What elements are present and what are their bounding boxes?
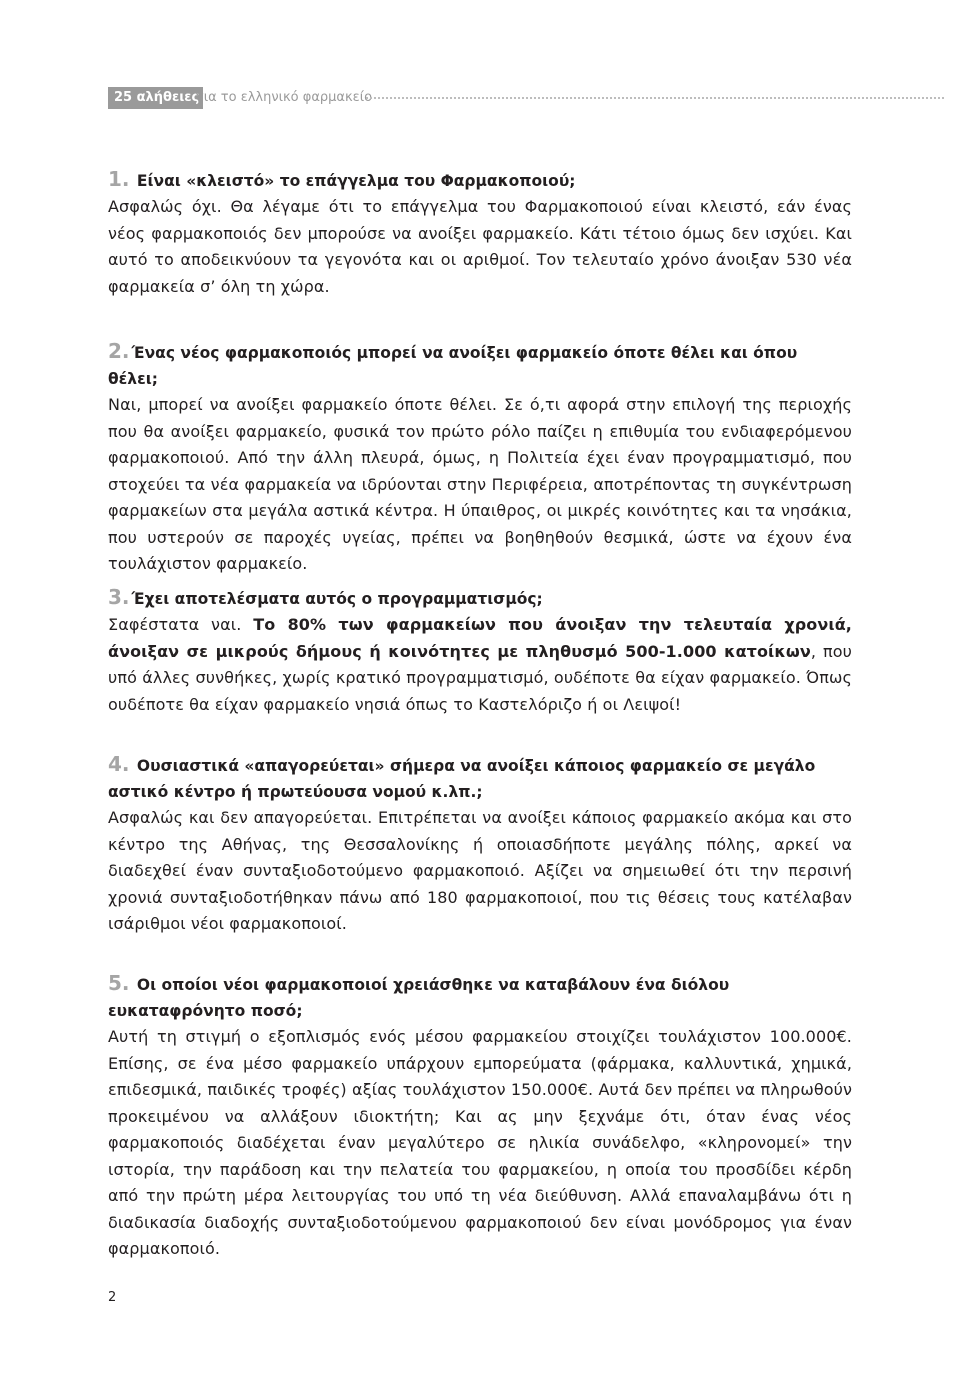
answer-intro: Σαφέστατα ναι. xyxy=(108,615,242,634)
question-3 xyxy=(108,584,852,612)
question-text: Ουσιαστικά «απαγορεύεται» σήμερα να ανοίξει κάποιος φαρμακείο σε μεγάλο αστικό κέντρο ή πρωτεύουσα νομού κ.λπ.; xyxy=(108,757,816,801)
question-number: 2. xyxy=(108,339,130,363)
section-2 xyxy=(108,338,852,578)
section-4 xyxy=(108,751,852,938)
question-1 xyxy=(108,166,852,194)
answer-4: Ασφαλώς και δεν απαγορεύεται. Επιτρέπεται να ανοίξει κάποιος φαρμακείο ακόμα και στο κέντρο της Αθήνας, της Θεσσαλονίκης ή οποιασδήποτε μεγάλης πόλης, αρκεί να διαδεχθεί έναν συνταξιοδοτούμενο φαρμακοποιό. Αξίζει να σημειωθεί ότι την περσινή χρονιά συνταξιοδοτήθηκαν πάνω από 180 φαρμακοποιοί, που τις θέσεις τους κατέλαβαν ισάριθμοι νέοι φαρμακοποιοί. xyxy=(108,808,852,933)
answer-rest: , που υπό άλλες συνθήκες, χωρίς κρατικό προγραμματισμό, ουδέποτε θα είχαν φαρμακείο. Όπως ουδέποτε θα είχαν φαρμακείο νησιά όπως το Καστελόριζο ή οι Λειψοί! xyxy=(108,641,852,714)
page-number: 2 xyxy=(108,1290,117,1305)
header-tag: 25 αλήθειες xyxy=(108,87,203,109)
answer-3 xyxy=(108,612,852,718)
answer-1: Ασφαλώς όχι. Θα λέγαμε ότι το επάγγελμα του Φαρμακοποιού είναι κλειστό, εάν ένας νέος φαρμακοποιός δεν μπορούσε να ανοίξει φαρμακείο. Κάτι τέτοιο όμως δεν ισχύει. Και αυτό το αποδεικνύουν τα γεγονότα και οι αριθμοί. Τον τελευταίο χρόνο άνοιξαν 530 νέα φαρμακεία σ’ όλη τη χώρα. xyxy=(108,197,852,296)
section-3 xyxy=(108,584,852,718)
header-dotted-rule xyxy=(366,97,944,99)
question-number: 3. xyxy=(108,585,130,609)
question-text: Ένας νέος φαρμακοποιός μπορεί να ανοίξει φαρμακείο όποτε θέλει και όπου θέλει; xyxy=(108,344,798,388)
question-text: Έχει αποτελέσματα αυτός ο προγραμματισμός; xyxy=(131,590,543,608)
header-subtitle: για το ελληνικό φαρμακείο xyxy=(196,90,373,105)
question-2 xyxy=(108,338,852,392)
section-5 xyxy=(108,970,852,1263)
question-5 xyxy=(108,970,852,1024)
running-header xyxy=(108,87,944,109)
question-number: 4. xyxy=(108,752,130,776)
question-text: Είναι «κλειστό» το επάγγελμα του Φαρμακοποιού; xyxy=(136,172,576,190)
question-4 xyxy=(108,751,852,805)
question-number: 5. xyxy=(108,971,130,995)
answer-5: Αυτή τη στιγμή ο εξοπλισμός ενός μέσου φαρμακείου στοιχίζει τουλάχιστον 100.000€. Επίσης, σε ένα μέσο φαρμακείο υπάρχουν εμπορεύματα (φάρμακα, καλλυντικά, χημικά, επιδεσμικά, παιδικές τροφές) αξίας τουλάχιστον 150.000€. Αυτά δεν πρέπει να πληρωθούν προκειμένου να αλλάξουν ιδιοκτήτη; Και ας μην ξεχνάμε ότι, όταν ένας νέος φαρμακοποιός διαδέχεται έναν μεγαλύτερο σε ηλικία συνάδελφο, «κληρονομεί» την ιστορία, την παράδοση και την πελατεία του φαρμακείου, η οποία του προσδίδει κέρδη από την πρώτη μέρα λειτουργίας του υπό τη νέα διεύθυνση. Αλλά επαναλαμβάνω ότι η διαδικασία διαδοχής συνταξιοδοτούμενου φαρμακοποιού δεν είναι μονόδρομος για έναν φαρμακοποιό. xyxy=(108,1027,852,1258)
answer-2: Ναι, μπορεί να ανοίξει φαρμακείο όποτε θέλει. Σε ό,τι αφορά στην επιλογή της περιοχής που θα ανοίξει φαρμακείο, φυσικά τον πρώτο ρόλο παίζει η επιθυμία του ενδιαφερόμενου φαρμακοποιού. Από την άλλη πλευρά, όμως, η Πολιτεία έχει έναν προγραμματισμό, που στοχεύει τα νέα φαρμακεία να ιδρύονται στην Περιφέρεια, αποτρέποντας τη συγκέντρωση φαρμακείων στα μεγάλα αστικά κέντρα. Η ύπαιθρος, οι μικρές κοινότητες και τα νησάκια, που υστερούν σε παροχές υγείας, πρέπει να βοηθηθούν θεσμικά, ώστε να έχουν ένα τουλάχιστον φαρμακείο. xyxy=(108,395,852,573)
question-text: Οι οποίοι νέοι φαρμακοποιοί χρειάσθηκε να καταβάλουν ένα διόλου ευκαταφρόνητο ποσό; xyxy=(108,976,730,1020)
question-number: 1. xyxy=(108,167,130,191)
section-1 xyxy=(108,166,852,300)
answer-highlight: Το 80% των φαρμακείων που άνοιξαν την τελευταία χρονιά, άνοιξαν σε μικρούς δήμους ή κοινότητες με πληθυσμό 500-1.000 κατοίκων xyxy=(108,615,852,661)
